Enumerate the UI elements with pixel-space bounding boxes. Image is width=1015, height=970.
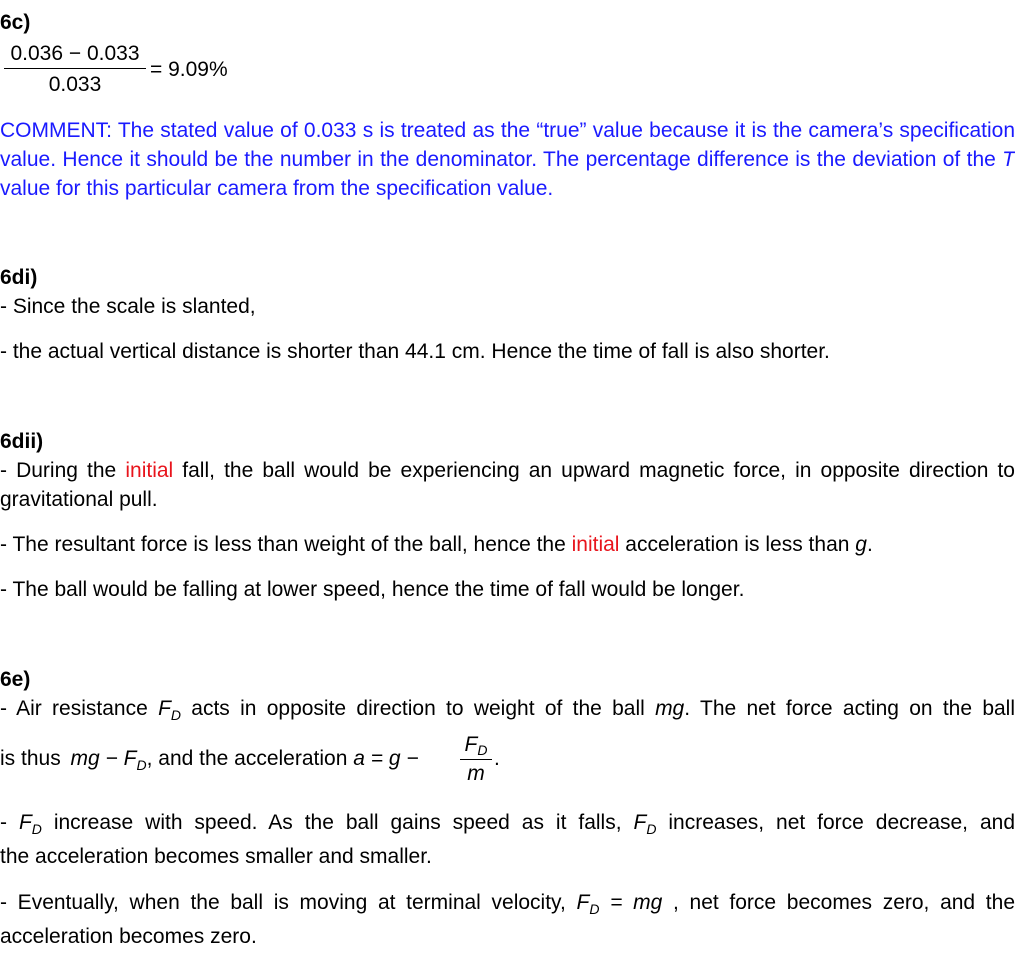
text-6di-line2: - the actual vertical distance is shorter than 44.1 cm. Hence the time of fall is also shorter. — [0, 340, 830, 363]
result-6c: = 9.09% — [150, 58, 228, 81]
heading-6e: 6e) — [0, 668, 31, 691]
text-6dii-p2: - The resultant force is less than weight of the ball, hence the initial acceleration is less than g. — [0, 533, 873, 556]
heading-6c: 6c) — [0, 11, 31, 34]
fraction-fd-over-m — [460, 732, 492, 788]
fraction-6c — [4, 40, 146, 101]
comment-6c: COMMENT: The stated value of 0.033 s is treated as the “true” value because it is the camera’s specification value. Hence it should be the number in the denominator. The percentage difference is the deviation of the T value for this particular camera from the specification value. — [0, 119, 1015, 200]
fraction-denominator-m: m — [467, 762, 485, 786]
text-6e-p2-line1: - $F_D$ increase with speed. As the ball gains speed as it falls, $F_D$ increases, net force decrease, and — [0, 811, 1015, 837]
fraction-denominator: 0.033 — [48, 73, 102, 97]
fraction-numerator: 0.036 − 0.033 — [10, 42, 140, 65]
text-6e-p2-line2: the acceleration becomes smaller and smaller. — [0, 845, 432, 868]
text-6e-p1-line1: - Air resistance $F_D$ acts in opposite direction to weight of the ball mg. The net force acting on the ball — [0, 697, 1015, 723]
text-6e-p3-line1: - Eventually, when the ball is moving at terminal velocity, $F_D$ = mg , net force becomes zero, and the — [0, 891, 1015, 917]
text-6di-line1: - Since the scale is slanted, — [0, 295, 256, 318]
heading-6di: 6di) — [0, 266, 38, 289]
heading-6dii: 6dii) — [0, 430, 44, 453]
period: . — [494, 747, 500, 770]
fraction-numerator-fd: FD — [464, 733, 488, 758]
text-6e-p3-line2: acceleration becomes zero. — [0, 925, 257, 948]
text-6dii-p3: - The ball would be falling at lower speed, hence the time of fall would be longer. — [0, 578, 745, 601]
text-6e-p1-line2: is thus mg − $F_D$, and the acceleration a = g − — [0, 747, 419, 773]
text-6dii-p1: - During the initial fall, the ball would be experiencing an upward magnetic force, in opposite direction to gravitational pull. — [0, 459, 1015, 511]
